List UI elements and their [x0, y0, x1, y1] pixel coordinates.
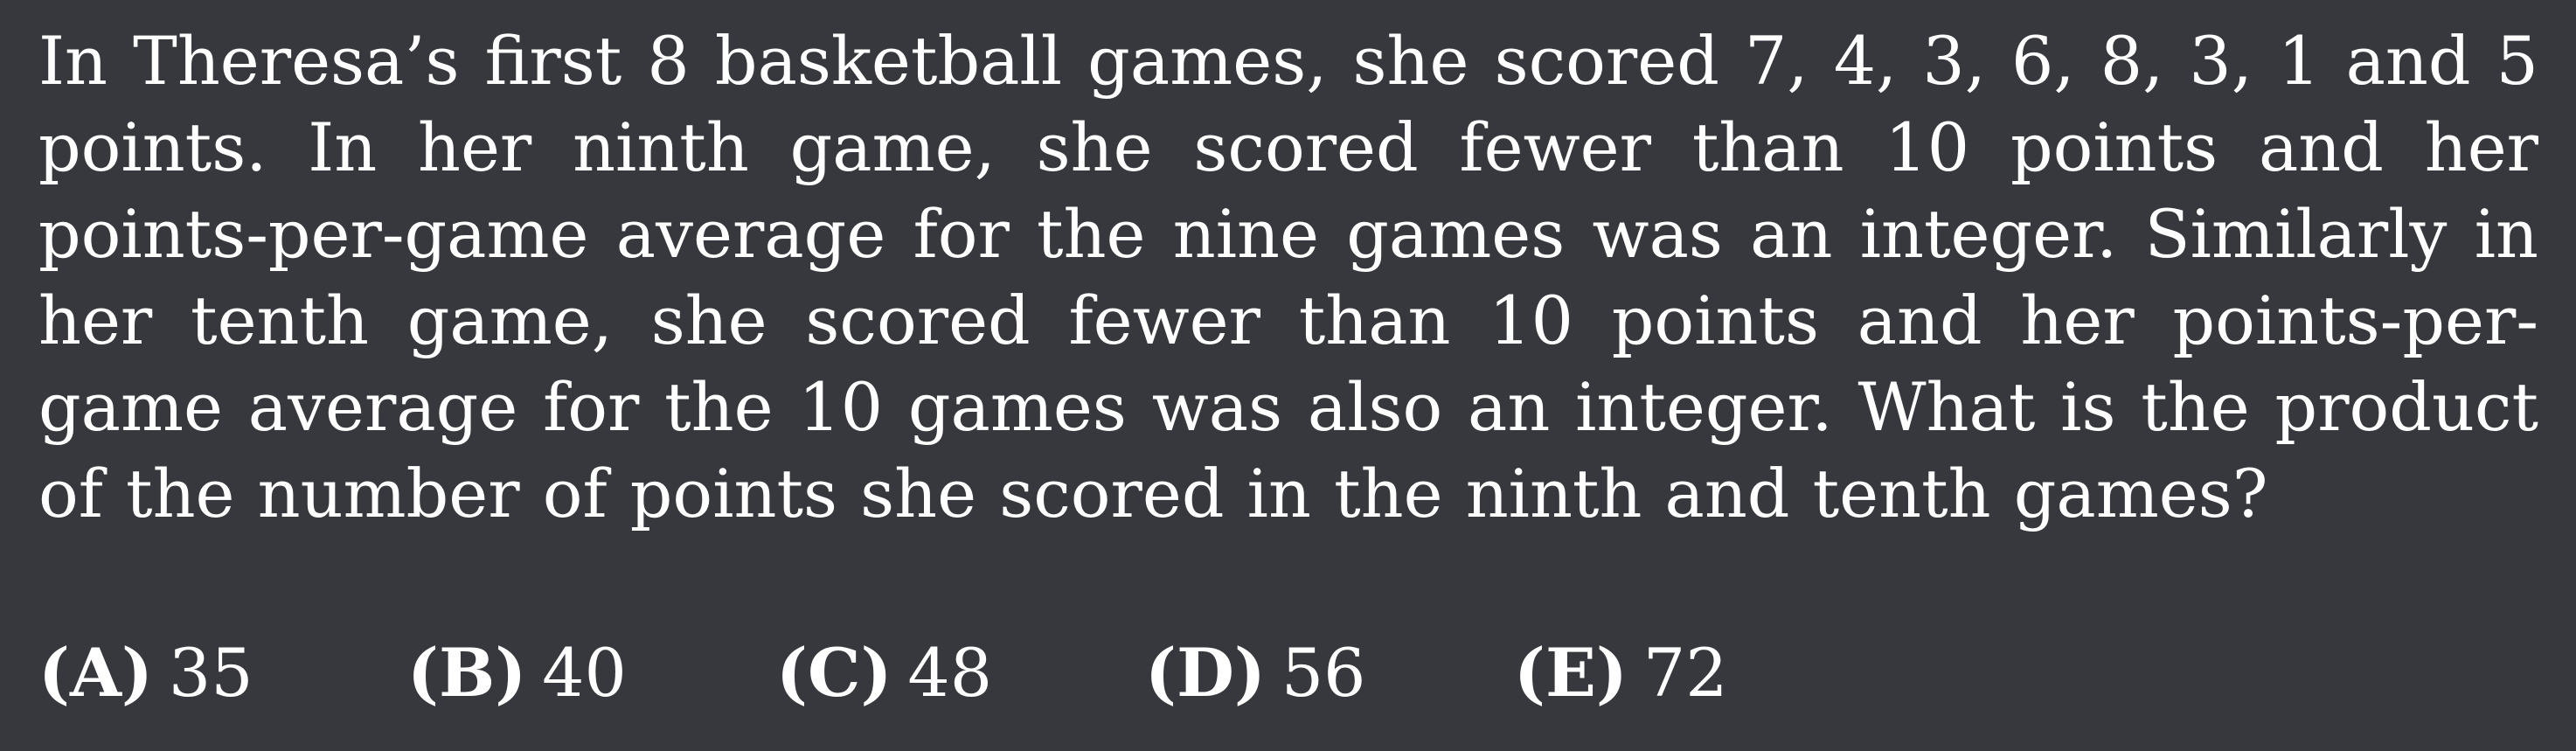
answer-choice-b[interactable]: [407, 629, 627, 717]
choice-value: 48: [907, 634, 993, 712]
answer-choice-c[interactable]: [776, 629, 992, 717]
choice-value: 40: [542, 634, 627, 712]
problem-statement: In Theresa’s first 8 basketball games, she scored 7, 4, 3, 6, 8, 3, 1 and 5 points. In her ninth game, she scored fewer than 10 points and her points-per-game average for the nine games was an integer. Similarly in her tenth game, she scored fewer than 10 points and her points-per-game average for the 10 games was also an integer. What is the product of the number of points she scored in the ninth and tenth games?: [38, 22, 2538, 532]
answer-choice-a[interactable]: [38, 629, 253, 717]
choice-letter: (A): [38, 634, 153, 712]
choice-value: 72: [1642, 634, 1728, 712]
choice-letter: (E): [1514, 634, 1628, 712]
choice-value: 56: [1281, 634, 1366, 712]
choice-value: 35: [168, 634, 253, 712]
choice-letter: (D): [1145, 634, 1266, 712]
answer-choices: [38, 629, 2538, 717]
answer-choice-e[interactable]: [1514, 629, 1728, 717]
choice-letter: (C): [776, 634, 892, 712]
answer-choice-d[interactable]: [1145, 629, 1366, 717]
choice-letter: (B): [407, 634, 527, 712]
